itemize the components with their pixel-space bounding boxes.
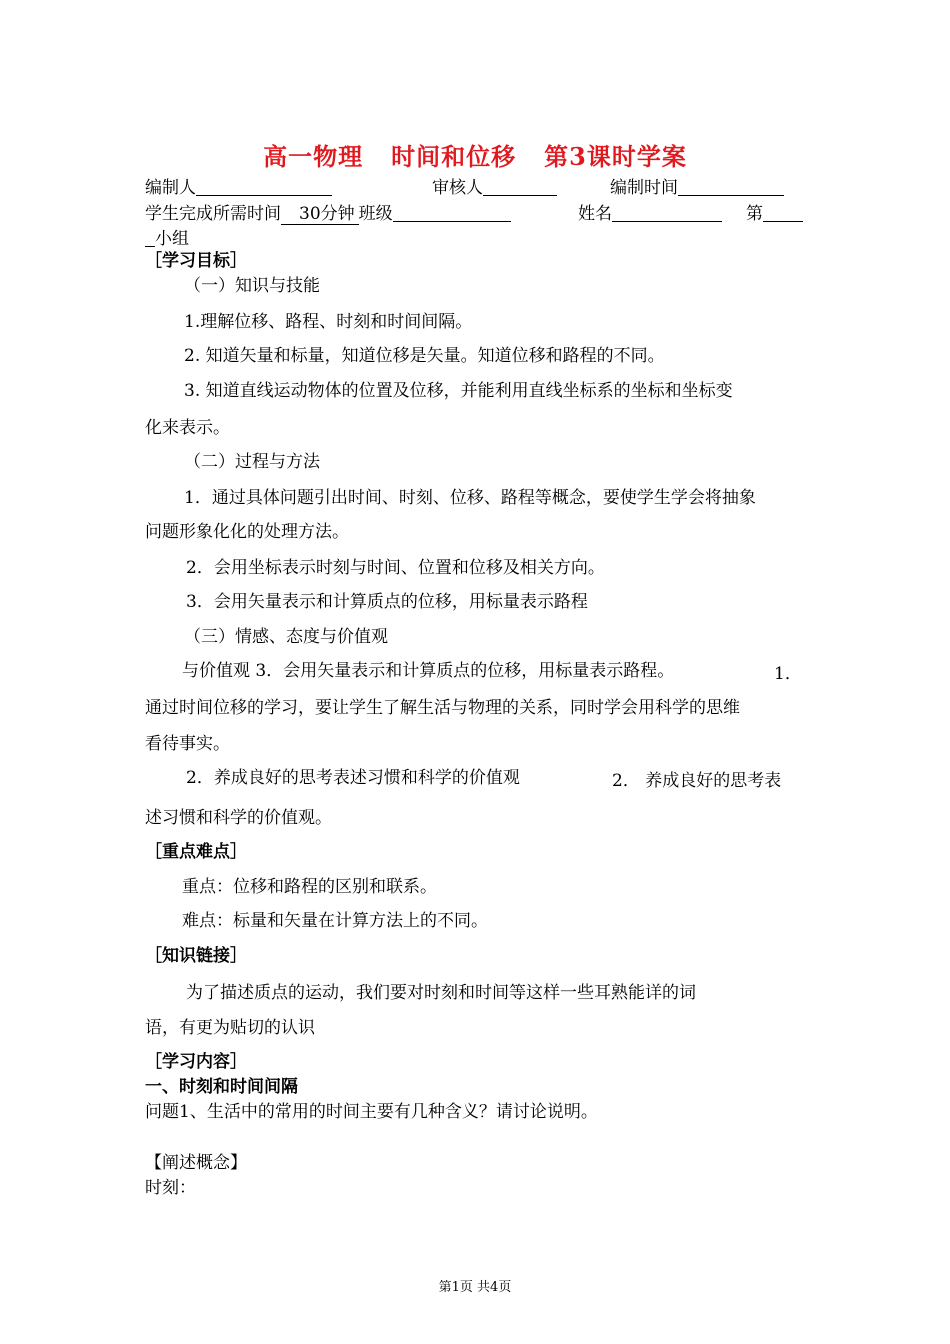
reviewer-blank: [483, 177, 557, 196]
name-field: [578, 203, 722, 224]
keypoint-key: 重点：位移和路程的区别和联系。: [182, 877, 437, 897]
compile-time-label: 编制时间: [610, 178, 678, 198]
objective-k2: 2. 知道矢量和标量，知道位移是矢量。知道位移和路程的不同。: [184, 346, 665, 366]
objective-e1-line3: 看待事实。: [145, 734, 230, 754]
time-needed-label: 学生完成所需时间: [145, 204, 281, 224]
objectives-sub-process: （二）过程与方法: [184, 452, 320, 472]
group-field: [746, 203, 803, 224]
links-line2: 语，有更为贴切的认识: [145, 1018, 315, 1038]
moment-label: 时刻：: [145, 1178, 196, 1198]
class-blank: [393, 203, 511, 222]
class-label: 班级: [358, 204, 393, 224]
objective-p3: 3．会用矢量表示和计算质点的位移，用标量表示路程: [186, 592, 588, 612]
objective-p1-line2: 问题形象化化的处理方法。: [145, 522, 349, 542]
objective-k3-line1: 3. 知道直线运动物体的位置及位移，并能利用直线坐标系的坐标和坐标变: [184, 381, 733, 401]
header-line-3: [145, 228, 189, 249]
objective-e1-line2: 通过时间位移的学习，要让学生了解生活与物理的关系，同时学会用科学的思维: [145, 698, 740, 718]
group-blank-cont: [145, 228, 155, 247]
objective-e1-number: 1．: [774, 664, 802, 684]
reviewer-field: [432, 177, 557, 198]
objective-k1: 1.理解位移、路程、时刻和时间间隔。: [184, 312, 473, 332]
concept-heading: 【阐述概念】: [145, 1153, 247, 1173]
name-blank: [612, 203, 722, 222]
links-heading: ［知识链接］: [145, 946, 247, 966]
compile-time-blank: [678, 177, 784, 196]
group-blank: [763, 203, 803, 222]
page-footer: 第1页 共4页: [438, 1280, 512, 1295]
title-lesson: 第3课时学案: [544, 142, 687, 171]
objective-e2-line1: 2．养成良好的思考表述习惯和科学的价值观: [186, 768, 520, 788]
objectives-heading: ［学习目标］: [145, 251, 247, 271]
objective-p2: 2．会用坐标表示时刻与时间、位置和位移及相关方向。: [186, 558, 605, 578]
question-1: 问题1、生活中的常用的时间主要有几种含义？请讨论说明。: [145, 1102, 598, 1122]
name-label: 姓名: [578, 204, 612, 224]
objective-e2-duplicate: 2． 养成良好的思考表: [612, 771, 782, 791]
header-line-2: [145, 203, 511, 224]
compiler-label: 编制人: [145, 178, 196, 198]
page-title: [0, 137, 950, 172]
section-1-heading: 一、时刻和时间间隔: [145, 1077, 298, 1097]
objective-e2-line2: 述习惯和科学的价值观。: [145, 808, 332, 828]
keypoints-heading: ［重点难点］: [145, 842, 247, 862]
time-needed-value: 30分钟: [281, 204, 359, 225]
group-suffix: 小组: [155, 229, 189, 249]
compile-time-field: [610, 177, 784, 198]
group-prefix: 第: [746, 204, 763, 224]
title-topic: 时间和位移: [391, 142, 517, 171]
header-line-1: [145, 177, 332, 198]
compiler-blank: [196, 177, 332, 196]
objectives-sub-emotion: （三）情感、态度与价值观: [184, 627, 388, 647]
keypoint-difficult: 难点：标量和矢量在计算方法上的不同。: [182, 911, 488, 931]
links-line1: 为了描述质点的运动，我们要对时刻和时间等这样一些耳熟能详的词: [186, 983, 696, 1003]
reviewer-label: 审核人: [432, 178, 483, 198]
objectives-sub-knowledge: （一）知识与技能: [184, 276, 320, 296]
content-heading: ［学习内容］: [145, 1052, 247, 1072]
objective-e1-line1: 与价值观 3．会用矢量表示和计算质点的位移，用标量表示路程。: [182, 661, 675, 681]
title-subject: 高一物理: [263, 142, 364, 171]
objective-k3-line2: 化来表示。: [145, 418, 230, 438]
objective-p1-line1: 1．通过具体问题引出时间、时刻、位移、路程等概念，要使学生学会将抽象: [184, 488, 756, 508]
